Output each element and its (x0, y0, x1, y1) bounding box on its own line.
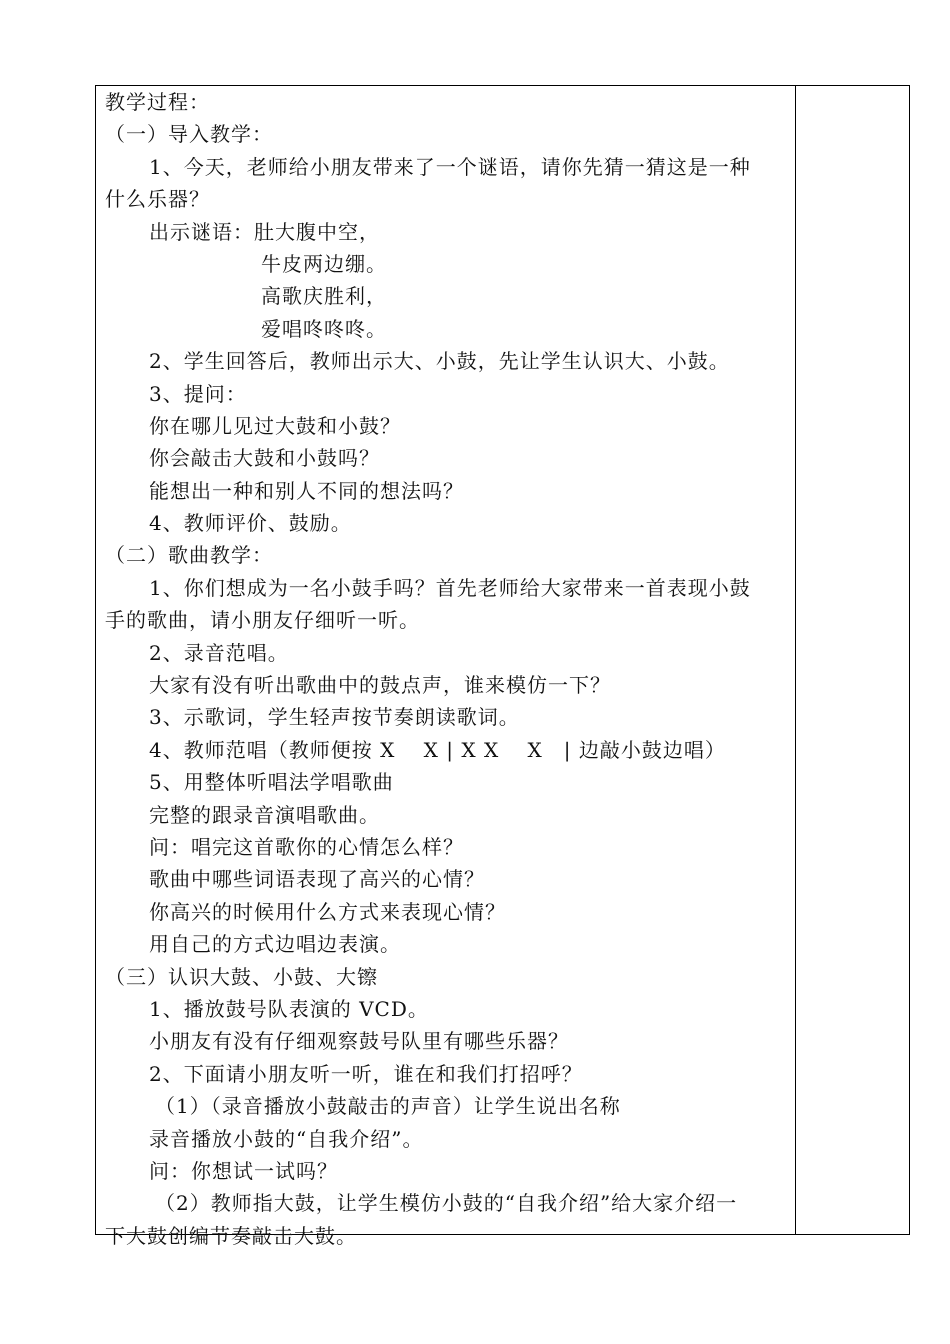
text-line: 大家有没有听出歌曲中的鼓点声，谁来模仿一下？ (149, 673, 611, 698)
text-line: 什么乐器？ (105, 187, 210, 212)
text-line: 完整的跟录音演唱歌曲。 (149, 802, 380, 827)
text-line: 歌曲中哪些词语表现了高兴的心情？ (149, 867, 485, 892)
text-line: 手的歌曲，请小朋友仔细听一听。 (105, 608, 420, 633)
text-line: 3、提问： (149, 381, 247, 406)
text-line: 下大鼓创编节奏敲击大鼓。 (105, 1223, 357, 1248)
text-line: 1、你们想成为一名小鼓手吗？首先老师给大家带来一首表现小鼓 (149, 575, 751, 600)
text-line: 3、示歌词，学生轻声按节奏朗读歌词。 (149, 705, 520, 730)
text-line: （三）认识大鼓、小鼓、大镲 (105, 964, 378, 989)
column-divider (795, 85, 796, 1235)
text-line: （2）教师指大鼓，让学生模仿小鼓的“自我介绍”给大家介绍一 (155, 1191, 738, 1216)
text-line: 5、用整体听唱法学唱歌曲 (149, 770, 394, 795)
text-line: 1、播放鼓号队表演的 VCD。 (149, 996, 429, 1021)
text-line: 你在哪儿见过大鼓和小鼓？ (149, 413, 401, 438)
text-line: （一）导入教学： (105, 122, 273, 147)
text-line: 小朋友有没有仔细观察鼓号队里有哪些乐器？ (149, 1029, 569, 1054)
text-line: 牛皮两边绷。 (261, 251, 387, 276)
text-line: 1、今天，老师给小朋友带来了一个谜语，请你先猜一猜这是一种 (149, 154, 751, 179)
text-line: 录音播放小鼓的“自我介绍”。 (149, 1126, 424, 1151)
text-line: 2、录音范唱。 (149, 640, 289, 665)
text-line: 用自己的方式边唱边表演。 (149, 932, 401, 957)
text-line: （二）歌曲教学： (105, 543, 273, 568)
text-line: 高歌庆胜利， (261, 284, 387, 309)
text-line: 问：唱完这首歌你的心情怎么样？ (149, 834, 464, 859)
text-line: 能想出一种和别人不同的想法吗？ (149, 478, 464, 503)
text-line: 2、下面请小朋友听一听，谁在和我们打招呼？ (149, 1061, 583, 1086)
text-line: 你高兴的时候用什么方式来表现心情？ (149, 899, 506, 924)
text-line: 4、教师评价、鼓励。 (149, 511, 352, 536)
text-line: 问：你想试一试吗？ (149, 1158, 338, 1183)
text-line: 你会敲击大鼓和小鼓吗？ (149, 446, 380, 471)
text-line: 出示谜语：肚大腹中空， (149, 219, 380, 244)
text-line: （1）（录音播放小鼓敲击的声音）让学生说出名称 (155, 1094, 621, 1119)
lesson-content (105, 86, 790, 1252)
text-line: 爱唱咚咚咚。 (261, 316, 387, 341)
text-line: 教学过程： (105, 90, 210, 114)
text-line: 2、学生回答后，教师出示大、小鼓，先让学生认识大、小鼓。 (149, 349, 730, 374)
text-line: 4、教师范唱（教师便按 X X | X X X | 边敲小鼓边唱） (149, 737, 726, 762)
